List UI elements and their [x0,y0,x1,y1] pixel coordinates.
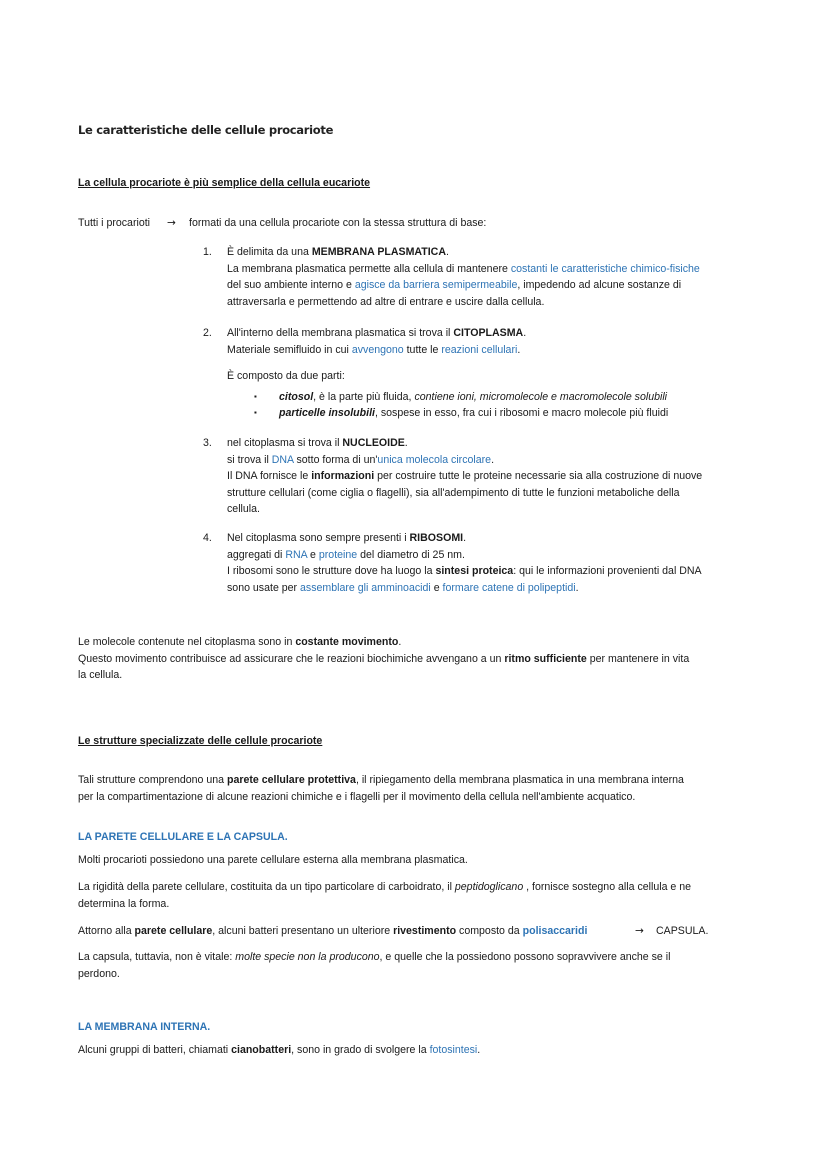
bullet-icon: ▪ [254,408,257,417]
bullet-icon: ▪ [254,392,257,401]
paragraph-capsule-1: Attorno alla parete cellulare, alcuni batteri presentano un ulteriore rivestimento composto da polisaccaridi [78,925,588,937]
paragraph-cell-wall-1: Molti procarioti possiedono una parete cellulare esterna alla membrana plasmatica. [78,854,468,866]
subheading-cell-wall: LA PARETE CELLULARE E LA CAPSULA. [78,831,288,843]
capsule-label: CAPSULA. [656,925,709,937]
paragraph-movement: Le molecole contenute nel citoplasma sono in costante movimento. Questo movimento contribuisce ad assicurare che le reazioni biochimiche avvengano a un ritmo sufficiente per mantenere in vita la cellula. [78,636,690,681]
list-number: 1. [203,246,212,258]
intro-right: formati da una cellula procariote con la stessa struttura di base: [189,217,487,229]
paragraph-inner-membrane: Alcuni gruppi di batteri, chiamati cianobatteri, sono in grado di svolgere la fotosintesi. [78,1044,481,1056]
list-number: 3. [203,437,212,449]
list-item-subline: È composto da due parti: [227,370,345,382]
page-title: Le caratteristiche delle cellule procariote [78,123,334,137]
section-heading-prokaryote: La cellula procariote è più semplice della cellula eucariote [78,177,371,189]
paragraph-capsule-2: La capsula, tuttavia, non è vitale: molte specie non la producono, e quelle che la possiedono possono sopravvivere anche se il perdono. [78,951,671,980]
section-heading-structures: Le strutture specializzate delle cellule procariote [78,735,323,747]
arrow-icon: → [635,925,644,937]
arrow-icon: → [167,217,176,229]
list-item-cytoplasm: All'interno della membrana plasmatica si trova il CITOPLASMA. Materiale semifluido in cui avvengono tutte le reazioni cellulari. [227,327,527,356]
subheading-inner-membrane: LA MEMBRANA INTERNA. [78,1021,211,1033]
bullet-item-particelle: particelle insolubili, sospese in esso, fra cui i ribosomi e macro molecole più fluidi [279,407,669,419]
intro-left: Tutti i procarioti [78,217,151,229]
intro-line [78,215,150,232]
list-item-nucleoid: nel citoplasma si trova il NUCLEOIDE. si trova il DNA sotto forma di un'unica molecola circolare. Il DNA fornisce le informazioni per costruire tutte le proteine necessarie sia alla costruzione di nuove strutture cellulari (come ciglia o flagelli), sia all'adempimento di tutte le funzioni metaboliche della cellula. [227,437,703,515]
list-number: 2. [203,327,212,339]
paragraph-structures: Tali strutture comprendono una parete cellulare protettiva, il ripiegamento della membrana plasmatica in una membrana interna per la compartimentazione di alcune reazioni chimiche e i flagelli per il movimento della cellula nell'ambiente acquatico. [78,774,684,803]
list-item-membrane: È delimita da una MEMBRANA PLASMATICA. La membrana plasmatica permette alla cellula di mantenere costanti le caratteristiche chimico-fisiche del suo ambiente interno e agisce da barriera semipermeabile, impedendo ad alcune sostanze di attraversarla e permettendo ad altre di entrare e uscire dalla cellula. [227,246,700,308]
list-item-ribosomes: Nel citoplasma sono sempre presenti i RIBOSOMI. aggregati di RNA e proteine del diametro di 25 nm. I ribosomi sono le strutture dove ha luogo la sintesi proteica: qui le informazioni provenienti dal DNA sono usate per assemblare gli amminoacidi e formare catene di polipeptidi. [227,532,702,594]
bullet-item-citosol: citosol, è la parte più fluida, contiene ioni, micromolecole e macromolecole solubili [279,391,668,403]
paragraph-cell-wall-2: La rigidità della parete cellulare, costituita da un tipo particolare di carboidrato, il peptidoglicano , fornisce sostegno alla cellula e ne determina la forma. [78,881,692,910]
list-number: 4. [203,532,212,544]
